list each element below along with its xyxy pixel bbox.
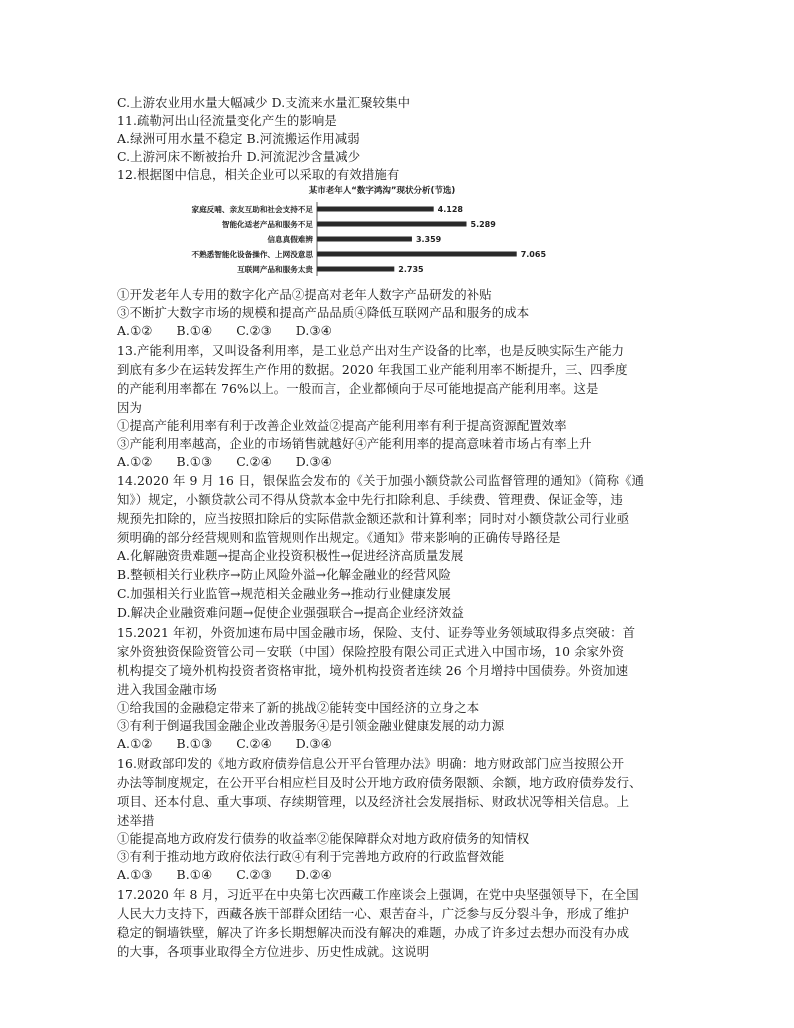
q13-option-c[interactable]: C.②④ (236, 454, 272, 469)
q15-choice-line-1: ①给我国的金融稳定带来了新的挑战②能转变中国经济的立身之本 (117, 700, 480, 715)
q17-line-3: 稳定的铜墙铁壁，解决了许多长期想解决而没有解决的难题，办成了许多过去想办而没有办成 (117, 925, 630, 940)
q16-choice-line-2: ③有利于推动地方政府依法行政④有利于完善地方政府的行政监督效能 (117, 849, 505, 864)
chart-category-label: 智能化适老产品和服务不足 (221, 220, 313, 229)
q13-option-d[interactable]: D.③④ (295, 454, 332, 469)
q14-option-d[interactable]: D.解决企业融资难问题→促使企业强强联合→提高企业经济效益 (117, 605, 464, 620)
q12-choice-line-1: ①开发老年人专用的数字化产品②提高对老年人数字产品研发的补贴 (117, 287, 492, 302)
digital-divide-chart (117, 183, 547, 283)
q12-options (117, 322, 356, 339)
q15-option-a[interactable]: A.①② (117, 736, 153, 751)
q13-option-b[interactable]: B.①③ (176, 454, 213, 469)
q16-line-3: 项目、还本付息、重大事项、存续期管理，以及经济社会发展指标、财政状况等相关信息。上 (117, 794, 630, 809)
q15-option-d[interactable]: D.③④ (295, 736, 332, 751)
q16-option-c[interactable]: C.②③ (236, 867, 272, 882)
q15-line-4: 进入我国金融市场 (117, 682, 217, 697)
q17-line-1: 17.2020 年 8 月，习近平在中央第七次西藏工作座谈会上强调，在党中央坚强领导下，在全国 (117, 887, 639, 902)
chart-category-label: 信息真假难辨 (267, 235, 313, 244)
chart-value-label: 3.359 (415, 235, 442, 244)
q12-choice-line-2: ③不断扩大数字市场的规模和提高产品品质④降低互联网产品和服务的成本 (117, 305, 530, 320)
q11-options-cd: C.上游河床不断被抬升 D.河流泥沙含量减少 (117, 149, 361, 164)
q15-choice-line-2: ③有利于倒逼我国金融企业改善服务④是引领金融业健康发展的动力源 (117, 718, 505, 733)
chart-title: 某市老年人“数字鸿沟”现状分析(节选) (308, 186, 456, 196)
q13-line-1: 13.产能利用率，又叫设备利用率，是工业总产出对生产设备的比率，也是反映实际生产能力 (117, 343, 625, 358)
q12-option-c[interactable]: C.②③ (236, 323, 272, 338)
chart-category-label: 互联网产品和服务太贵 (237, 265, 313, 274)
q15-option-c[interactable]: C.②④ (236, 736, 272, 751)
chart-value-label: 7.065 (520, 250, 547, 259)
q15-options (117, 735, 356, 752)
q13-line-4: 因为 (117, 400, 142, 415)
q15-line-3: 机构提交了境外机构投资者资格审批，境外机构投资者连续 26 个月增持中国债券。外资加速 (117, 663, 629, 678)
q15-option-b[interactable]: B.①③ (176, 736, 213, 751)
q11-options-ab: A.绿洲可用水量不稳定 B.河流搬运作用减弱 (117, 131, 360, 146)
chart-category-label: 家庭反哺、亲友互助和社会支持不足 (191, 205, 313, 214)
q15-line-1: 15.2021 年初，外资加速布局中国金融市场，保险、支付、证券等业务领域取得多点突破：首 (117, 625, 636, 640)
chart-bar (317, 252, 517, 257)
q13-option-a[interactable]: A.①② (117, 454, 153, 469)
q14-line-2: 知》）规定，小额贷款公司不得从贷款本金中先行扣除利息、手续费、管理费、保证金等，违 (117, 492, 623, 507)
q12-option-b[interactable]: B.①④ (176, 323, 213, 338)
q16-line-2: 办法等制度规定，在公开平台相应栏目及时公开地方政府债务限额、余额，地方政府债券发行、 (117, 775, 642, 790)
q10-options-cd: C.上游农业用水量大幅减少 D.支流来水量汇聚较集中 (117, 95, 411, 110)
q14-option-b[interactable]: B.整顿相关行业秩序→防止风险外溢→化解金融业的经营风险 (117, 567, 451, 582)
q14-line-1: 14.2020 年 9 月 16 日，银保监会发布的《关于加强小额贷款公司监督管理的通知》（简称《通 (117, 473, 645, 488)
q13-line-2: 到底有多少在运转发挥生产作用的数据。2020 年我国工业产能利用率不断提升，三、四季度 (117, 362, 628, 377)
chart-bar (317, 237, 412, 242)
chart-category-label: 不熟悉智能化设备操作、上网没意思 (191, 250, 313, 259)
q16-line-4: 述举措 (117, 813, 155, 828)
q16-option-d[interactable]: D.②④ (295, 867, 332, 882)
chart-value-label: 2.735 (398, 265, 424, 274)
q14-option-a[interactable]: A.化解融资贵难题→提高企业投资积极性→促进经济高质量发展 (117, 548, 464, 563)
q16-option-a[interactable]: A.①③ (117, 867, 153, 882)
q13-line-3: 的产能利用率都在 76%以上。一般而言，企业都倾向于尽可能地提高产能利用率。这是 (117, 381, 599, 396)
q16-option-b[interactable]: B.①④ (176, 867, 213, 882)
q13-choice-line-2: ③产能利用率越高，企业的市场销售就越好④产能利用率的提高意味着市场占有率上升 (117, 436, 592, 451)
q12-stem: 12.根据图中信息，相关企业可以采取的有效措施有 (117, 167, 400, 182)
q14-option-c[interactable]: C.加强相关行业监管→规范相关金融业务→推动行业健康发展 (117, 586, 451, 601)
chart-bar (317, 222, 467, 227)
q12-option-a[interactable]: A.①② (117, 323, 153, 338)
q17-line-4: 的大事，各项事业取得全方位进步、历史性成就。这说明 (117, 944, 430, 959)
chart-value-label: 4.128 (437, 205, 463, 214)
chart-svg (117, 183, 547, 283)
q15-line-2: 家外资独资保险资管公司－安联（中国）保险控股有限公司正式进入中国市场，10 余家外资 (117, 644, 625, 659)
q13-choice-line-1: ①提高产能利用率有利于改善企业效益②提高产能利用率有利于提高资源配置效率 (117, 418, 567, 433)
q16-choice-line-1: ①能提高地方政府发行债券的收益率②能保障群众对地方政府债务的知情权 (117, 831, 530, 846)
q11-stem: 11.疏勒河出山径流量变化产生的影响是 (117, 113, 337, 128)
q17-line-2: 人民大力支持下，西藏各族干部群众团结一心、艰苦奋斗，广泛参与反分裂斗争，形成了维护 (117, 906, 630, 921)
q14-line-3: 规预先扣除的，应当按照扣除后的实际借款金额还款和计算利率；同时对小额贷款公司行业亟 (117, 511, 630, 526)
q14-line-4: 须明确的部分经营规则和监管规则作出规定。《通知》带来影响的正确传导路径是 (117, 530, 561, 545)
chart-bar (317, 267, 394, 272)
chart-bar (317, 207, 434, 212)
q13-options (117, 453, 356, 470)
chart-value-label: 5.289 (470, 220, 496, 229)
q16-options (117, 866, 356, 883)
q12-option-d[interactable]: D.③④ (295, 323, 332, 338)
q16-line-1: 16.财政部印发的《地方政府债券信息公开平台管理办法》明确：地方财政部门应当按照公开 (117, 756, 625, 771)
